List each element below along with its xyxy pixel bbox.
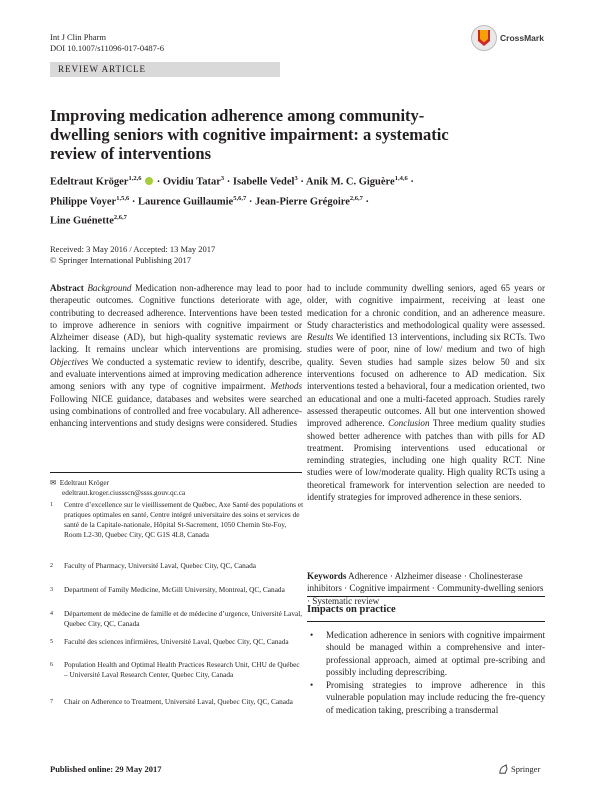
article-type: REVIEW ARTICLE	[58, 64, 147, 74]
methods-label: Methods	[270, 381, 302, 392]
author-affil-ref: 1,5,6	[116, 194, 130, 202]
methods-text-continued: had to include community dwelling seniors, aged 65 years or older, with cognitive impairment, receiving at least one medication for a chronic condition, and an adherence measure. Study characteristics and methodological quality were assessed.	[307, 283, 545, 330]
author-affil-ref: 1,4,6	[394, 175, 408, 182]
objectives-text: We conducted a systematic review to identify, describe, and evaluate interventions aimed at improving medication adherence among seniors with any type of cognitive impairment.	[50, 356, 302, 392]
abstract-left-column	[50, 282, 302, 430]
abstract-label: Abstract	[50, 283, 84, 293]
received-accepted: Received: 3 May 2016 / Accepted: 13 May 2017	[50, 244, 216, 254]
author-name[interactable]: Jean-Pierre Grégoire	[254, 196, 350, 207]
conclusion-text: Three medium quality studies showed better adherence with patches than with pills for AD treatment. Promising interventions used educational or reminding strategies, including one high quality RCT. Nine studies were of low/moderate quality. High quality RCTs using a theoretical framework for intervention selection are needed to identify strategies for improved adherence in these seniors.	[307, 418, 546, 503]
orcid-icon[interactable]	[145, 177, 153, 185]
bullet-icon: •	[310, 680, 314, 690]
author-affil-ref: 1,2,6	[128, 175, 142, 182]
correspondence	[50, 478, 302, 498]
author-name[interactable]: Line Guénette	[50, 215, 114, 227]
corresponding-email[interactable]: edeltraut.kroger.ciussscn@ssss.gouv.qc.ca	[62, 488, 186, 497]
article-title: Improving medication adherence among community-dwelling seniors with cognitive impairment: a systematic review of interventions	[50, 106, 449, 163]
bullet-icon: •	[310, 630, 314, 640]
impacts-divider-bottom	[307, 621, 545, 622]
author-affil-ref: 2,6,7	[113, 214, 127, 221]
results-label: Results	[307, 332, 334, 343]
background-text: Medication non-adherence may lead to poor therapeutic outcomes. Cognitive functions deteriorate with age, contributing to decreased adherence. Interventions have been tested to improve adherence in seniors with cognitive impairment or Alzheimer disease (AD), but high-quality systematic reviews are lacking. It remains unclear which interventions are promising.	[50, 283, 302, 355]
publisher-name: Springer	[511, 764, 541, 774]
crossmark-badge[interactable]	[470, 24, 560, 52]
author-name[interactable]: Edeltraut Kröger	[50, 176, 129, 188]
copyright: © Springer International Publishing 2017	[50, 255, 192, 265]
author-affil-ref: 3	[220, 175, 225, 182]
author-name[interactable]: Ovidiu Tatar	[162, 176, 221, 188]
impacts-divider-top	[307, 596, 545, 597]
published-online: Published online: 29 May 2017	[50, 764, 162, 774]
objectives-label: Objectives	[50, 356, 89, 367]
article-dates	[50, 244, 215, 266]
results-text: We identified 13 interventions, including six RCTs. Two studies were of poor, nine of low/ medium and two of high quality. Seven studies had sample sizes below 50 and six interventions focused on adherence to AD medication. Six interventions tested a behavioral, four a medication oriented, two an educational and one a multi-faceted approach. Studies rarely assessed therapeutic outcomes. All but one intervention showed improved adherence.	[307, 332, 545, 429]
springer-horse-icon	[498, 764, 509, 775]
author-name[interactable]: Anik M. C. Giguère	[305, 176, 395, 188]
author-affil-ref: 2,6,7	[349, 194, 363, 202]
crossmark-icon	[470, 24, 498, 52]
journal-header	[50, 32, 164, 54]
envelope-icon: ✉	[50, 478, 57, 487]
author-affil-ref: 3	[294, 175, 298, 182]
footnote-divider	[50, 472, 302, 473]
author-name[interactable]: Isabelle Vedel	[232, 176, 295, 188]
background-label: Background	[87, 283, 132, 293]
author-list: Edeltraut Kröger$^{1,2,6}$ · Ovidiu Tatar$^3$ · Isabelle Vedel$^3$ · Anik M. C. Giguère$^{1,4,6}$ · Philippe Voyer$^{1,5,6}$ · Laurence Guillaumie$^{5,6,7}$ · Jean-Pierre Grégoire$^{2,6,7}$ · Line Guénette$^{2,6,7}$	[50, 175, 414, 227]
keywords-label: Keywords	[307, 571, 347, 581]
impacts-title: Impacts on practice	[307, 604, 396, 615]
author-affil-ref: 5,6,7	[233, 194, 247, 202]
keywords-list: Adherence · Alzheimer disease · Cholinesterase inhibitors · Cognitive impairment · Community-dwelling seniors · Systematic review	[307, 571, 544, 606]
corresponding-author: Edeltraut Kröger	[59, 478, 110, 487]
abstract-right-column	[307, 282, 545, 503]
methods-text: Following NICE guidance, databases and websites were searched using combinations of controlled and free vocabulary. All adherence-enhancing interventions and study designs were considered. Studies	[50, 393, 302, 429]
keywords	[307, 570, 545, 607]
doi[interactable]: DOI 10.1007/s11096-017-0487-6	[50, 43, 164, 53]
journal-name: Int J Clin Pharm	[50, 32, 106, 42]
author-name[interactable]: Philippe Voyer	[50, 196, 117, 207]
crossmark-label: CrossMark	[500, 33, 544, 43]
publisher-logo	[498, 763, 540, 775]
author-name[interactable]: Laurence Guillaumie	[138, 196, 234, 207]
conclusion-label: Conclusion	[388, 418, 430, 429]
